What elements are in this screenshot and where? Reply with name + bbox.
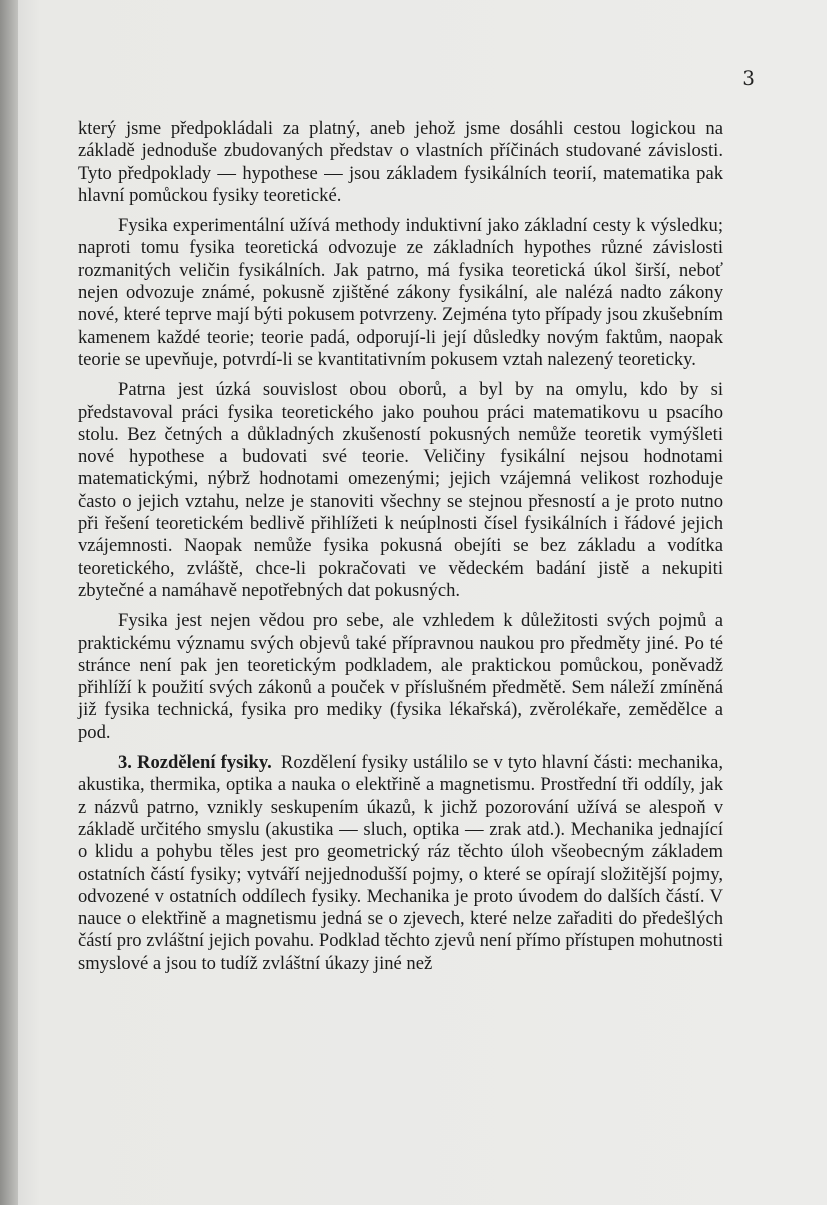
paragraph-2: Fysika experimentální užívá methody induktivní jako základní cesty k výsledku; naproti tomu fysika teoretická odvozuje ze základních hypothes různé závislosti rozmanitých veličin fysikálních. Jak patrno, má fysika teoretická úkol širší, neboť nejen odvozuje známé, pokusně zjištěné zákony fysikální, ale nalézá nadto zákony nové, které teprve mají býti pokusem potvrzeny. Zejména tyto případy jsou zkušebním kamenem každé teorie; teorie padá, odporují-li její důsledky novým faktům, naopak teorie se upevňuje, potvrdí-li se kvantitativním pokusem vztah nalezený teoreticky. (78, 215, 723, 370)
page-number: 3 (742, 66, 755, 90)
paragraph-3: Patrna jest úzká souvislost obou oborů, a byl by na omylu, kdo by si představoval práci fysika teoretického jako pouhou práci matematikovu u psacího stolu. Bez četných a důkladných zkušeností pokusných nemůže teoretik vymýšleti nové hypothese a budovati své teorie. Veličiny fysikální nejsou hodnotami matematickými, nýbrž hodnotami omezenými; jejich vzájemná velikost rozhoduje často o jejich vztahu, nelze je stanoviti všechny se stejnou přesností a je proto nutno při řešení teoretickém bedlivě přihlížeti k neúplnosti čísel fysikálních i řádové jejich vzájemnosti. Naopak nemůže fysika pokusná obejíti se bez základu a vodítka teoretického, zvláště, chce-li pokračovati ve vědeckém badání jistě a nekupiti zbytečné a namáhavě nepotřebných dat pokusných. (78, 379, 723, 601)
section-heading: 3. Rozdělení fysiky. (118, 752, 272, 774)
page-binding-shadow (0, 0, 18, 1205)
paragraph-4: Fysika jest nejen vědou pro sebe, ale vzhledem k důležitosti svých pojmů a praktickému významu svých objevů také přípravnou naukou pro předměty jiné. Po té stránce není pak jen teoretickým podkladem, ale praktickou pomůckou, poněvadž přihlíží k použití svých zákonů a pouček v příslušném předmětě. Sem náleží zmíněná již fysika technická, fysika pro mediky (fysika lékařská), zvěrolékaře, zemědělce a pod. (78, 610, 723, 743)
section-paragraph (78, 752, 723, 975)
section-text: Rozdělení fysiky ustálilo se v tyto hlavní části: mechanika, akustika, thermika, optika a nauka o elektřině a magnetismu. Prostřední tři oddíly, jak z názvů patrno, vznikly seskupením úkazů, k jichž pozorování užívá se alespoň v základě určitého smyslu (akustika — sluch, optika — zrak atd.). Mechanika jednající o klidu a pohybu těles jest pro geometrický ráz těchto úloh všeobecným základem ostatních částí fysiky; vytváří nejjednodušší pojmy, o které se opírají složitější pojmy, odvozené v ostatních oddílech fysiky. Mechanika je proto úvodem do dalších částí. V nauce o elektřině a magnetismu jedná se o zjevech, které nelze zařaditi do předešlých částí pro zvláštní jejich povahu. Podklad těchto zjevů není přímo přístupen mohutnosti smyslové a jsou to tudíž zvláštní úkazy jiné než (78, 752, 723, 974)
paragraph-1: který jsme předpokládali za platný, aneb jehož jsme dosáhli cestou logickou na základě jednoduše zbudovaných představ o vlastních příčinách studované závislosti. Tyto předpoklady — hypothese — jsou základem fysikálních teorií, matematika pak hlavní pomůckou fysiky teoretické. (78, 118, 723, 206)
page-body (78, 118, 723, 983)
